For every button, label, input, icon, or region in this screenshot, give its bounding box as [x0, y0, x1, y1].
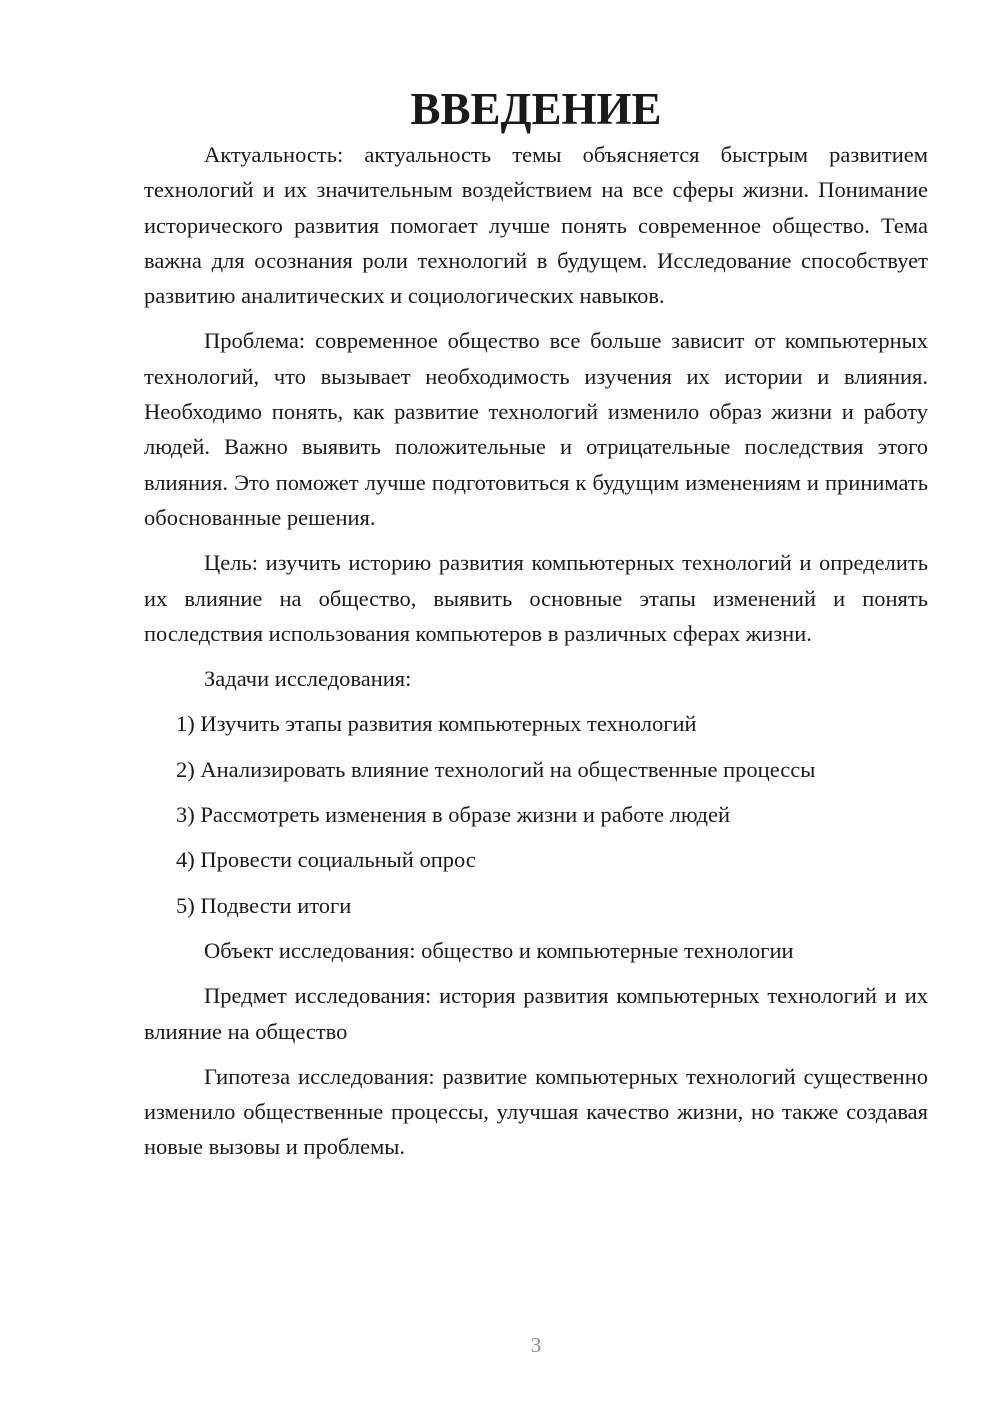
page-content — [144, 84, 928, 1165]
paragraph-relevance: Актуальность: актуальность темы объясняется быстрым развитием технологий и их значительным воздействием на все сферы жизни. Понимание исторического развития помогает лучше понять современное общество. Тема важна для осознания роли технологий в будущем. Исследование способствует развитию аналитических и социологических навыков. — [144, 142, 928, 309]
research-subject: Предмет исследования: история развития компьютерных технологий и их влияние на общество — [144, 983, 928, 1044]
tasks-list — [144, 706, 928, 922]
research-object: Объект исследования: общество и компьютерные технологии — [204, 937, 794, 963]
list-item: 3) Рассмотреть изменения в образе жизни и работе людей — [176, 802, 730, 828]
page-number: 3 — [530, 1333, 542, 1357]
paragraph-goal: Цель: изучить историю развития компьютерных технологий и определить их влияние на общество, выявить основные этапы изменений и понять последствия использования компьютеров в различных сферах жизни. — [144, 550, 928, 646]
list-item: 2) Анализировать влияние технологий на общественные процессы — [176, 756, 816, 782]
list-item: 4) Провести социальный опрос — [176, 847, 476, 873]
list-item: 1) Изучить этапы развития компьютерных технологий — [176, 711, 697, 737]
page-title: ВВЕДЕНИЕ — [410, 84, 662, 134]
list-item: 5) Подвести итоги — [176, 892, 352, 918]
paragraph-problem: Проблема: современное общество все больше зависит от компьютерных технологий, что вызывает необходимость изучения их истории и влияния. Необходимо понять, как развитие технологий изменило образ жизни и работу людей. Важно выявить положительные и отрицательные последствия этого влияния. Это поможет лучше подготовиться к будущим изменениям и принимать обоснованные решения. — [144, 328, 928, 530]
research-hypothesis: Гипотеза исследования: развитие компьютерных технологий существенно изменило общественные процессы, улучшая качество жизни, но также создавая новые вызовы и проблемы. — [144, 1063, 928, 1160]
tasks-heading: Задачи исследования: — [204, 666, 412, 692]
